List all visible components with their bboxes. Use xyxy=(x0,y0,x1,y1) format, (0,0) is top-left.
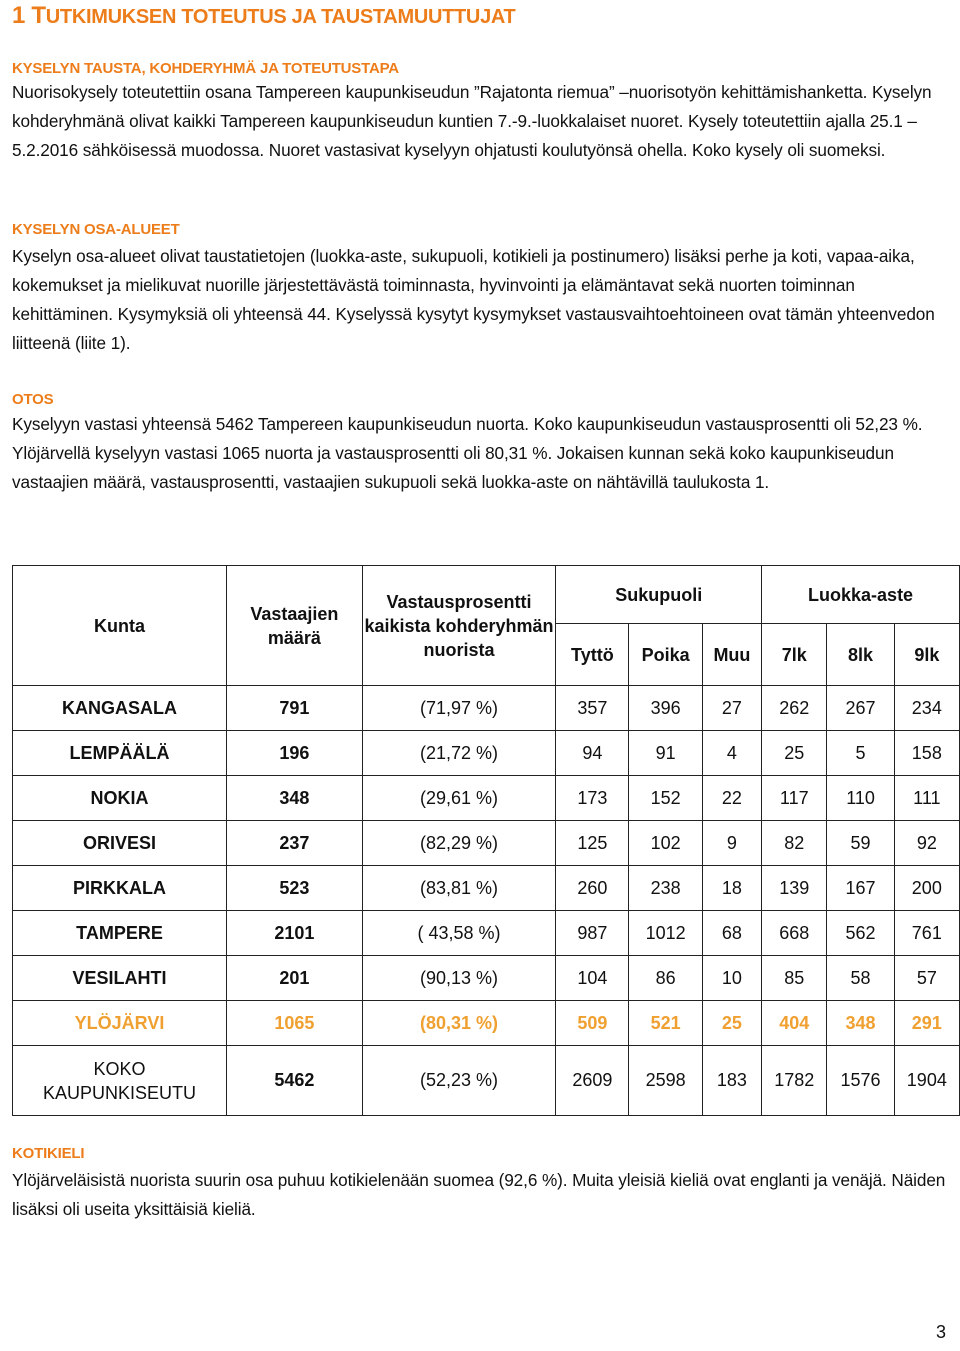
cell-tytto: 509 xyxy=(556,1001,629,1046)
cell-8lk: 5 xyxy=(827,731,894,776)
cell-tytto: 125 xyxy=(556,821,629,866)
cell-poika: 521 xyxy=(629,1001,702,1046)
section-text-tausta: Nuorisokysely toteutettiin osana Tampereen kaupunkiseudun ”Rajatonta riemua” –nuorisotyön kehittämishanketta. Kyselyn kohderyhmänä olivat kaikki Tampereen kaupunkiseudun kuntien 7.-9.-luokkalaiset nuoret. Kysely toteutettiin ajalla 25.1 – 5.2.2016 sähköisessä muodossa. Nuoret vastasivat kyselyyn ohjatusti koulutyönsä ohella. Koko kysely oli suomeksi. xyxy=(12,82,932,160)
section-heading-tausta: KYSELYN TAUSTA, KOHDERYHMÄ JA TOTEUTUSTAPA xyxy=(12,60,399,77)
header-tytto: Tyttö xyxy=(556,624,629,686)
cell-kunta: PIRKKALA xyxy=(13,866,227,911)
cell-muu: 9 xyxy=(702,821,761,866)
header-sukupuoli: Sukupuoli xyxy=(556,566,762,624)
cell-9lk: 291 xyxy=(894,1001,959,1046)
cell-tytto: 94 xyxy=(556,731,629,776)
cell-8lk: 58 xyxy=(827,956,894,1001)
cell-maara: 791 xyxy=(227,686,363,731)
cell-muu: 10 xyxy=(702,956,761,1001)
cell-prosentti: ( 43,58 %) xyxy=(362,911,556,956)
cell-tytto: 104 xyxy=(556,956,629,1001)
cell-7lk: 85 xyxy=(762,956,827,1001)
cell-8lk: 267 xyxy=(827,686,894,731)
page-number: 3 xyxy=(935,1322,946,1342)
cell-prosentti: (82,29 %) xyxy=(362,821,556,866)
cell-tytto: 260 xyxy=(556,866,629,911)
table-row xyxy=(13,776,960,821)
section-heading-kotikieli: KOTIKIELI xyxy=(12,1145,85,1162)
cell-9lk: 234 xyxy=(894,686,959,731)
cell-muu: 27 xyxy=(702,686,761,731)
header-prosentti: Vastausprosentti kaikista kohderyhmän nuorista xyxy=(362,566,556,686)
cell-7lk: 1782 xyxy=(762,1046,827,1116)
title-first: 1 T xyxy=(12,2,46,29)
cell-8lk: 1576 xyxy=(827,1046,894,1116)
section-text-osa-alueet: Kyselyn osa-alueet olivat taustatietojen (luokka-aste, sukupuoli, kotikieli ja postinumero) lisäksi perhe ja koti, vapaa-aika, kokemukset ja mielikuvat nuorille järjestettävästä toiminnasta, hyvinvointi ja elämäntavat sekä nuorten toiminnan kehittäminen. Kysymyksiä oli yhteensä 44. Kyselyssä kysytyt kysymykset vastausvaihtoehtoineen ovat tämän yhteenvedon liitteenä (liite 1). xyxy=(12,246,935,353)
cell-muu: 68 xyxy=(702,911,761,956)
cell-muu: 18 xyxy=(702,866,761,911)
cell-9lk: 111 xyxy=(894,776,959,821)
cell-tytto: 173 xyxy=(556,776,629,821)
header-9lk: 9lk xyxy=(894,624,959,686)
respondents-table xyxy=(12,565,960,1116)
cell-tytto: 357 xyxy=(556,686,629,731)
cell-poika: 86 xyxy=(629,956,702,1001)
cell-maara: 196 xyxy=(227,731,363,776)
section-text-otos: Kyselyyn vastasi yhteensä 5462 Tampereen kaupunkiseudun nuorta. Koko kaupunkiseudun vastausprosentti oli 52,23 %. Ylöjärvellä kyselyyn vastasi 1065 nuorta ja vastausprosentti oli 80,31 %. Jokaisen kunnan sekä koko kaupunkiseudun vastaajien määrä, vastausprosentti, vastaajien sukupuoli sekä luokka-aste on nähtävillä taulukosta 1. xyxy=(12,414,923,492)
cell-9lk: 761 xyxy=(894,911,959,956)
table-header-row xyxy=(13,566,960,624)
header-luokka: Luokka-aste xyxy=(762,566,960,624)
cell-prosentti: (80,31 %) xyxy=(362,1001,556,1046)
cell-8lk: 348 xyxy=(827,1001,894,1046)
table-row xyxy=(13,686,960,731)
cell-7lk: 668 xyxy=(762,911,827,956)
cell-prosentti: (52,23 %) xyxy=(362,1046,556,1116)
page-title xyxy=(12,2,515,30)
cell-8lk: 59 xyxy=(827,821,894,866)
cell-maara: 1065 xyxy=(227,1001,363,1046)
cell-8lk: 110 xyxy=(827,776,894,821)
cell-poika: 1012 xyxy=(629,911,702,956)
table-row xyxy=(13,866,960,911)
cell-poika: 2598 xyxy=(629,1046,702,1116)
cell-kunta: VESILAHTI xyxy=(13,956,227,1001)
cell-poika: 102 xyxy=(629,821,702,866)
cell-7lk: 117 xyxy=(762,776,827,821)
cell-prosentti: (29,61 %) xyxy=(362,776,556,821)
cell-prosentti: (90,13 %) xyxy=(362,956,556,1001)
cell-kunta: TAMPERE xyxy=(13,911,227,956)
header-8lk: 8lk xyxy=(827,624,894,686)
cell-kunta: KANGASALA xyxy=(13,686,227,731)
cell-maara: 523 xyxy=(227,866,363,911)
title-rest: UTKIMUKSEN TOTEUTUS JA TAUSTAMUUTTUJAT xyxy=(45,6,516,28)
header-poika: Poika xyxy=(629,624,702,686)
cell-9lk: 158 xyxy=(894,731,959,776)
cell-prosentti: (21,72 %) xyxy=(362,731,556,776)
header-7lk: 7lk xyxy=(762,624,827,686)
table-row xyxy=(13,956,960,1001)
cell-7lk: 139 xyxy=(762,866,827,911)
cell-muu: 4 xyxy=(702,731,761,776)
table-row xyxy=(13,731,960,776)
table-row xyxy=(13,821,960,866)
cell-7lk: 25 xyxy=(762,731,827,776)
cell-muu: 25 xyxy=(702,1001,761,1046)
cell-kunta: NOKIA xyxy=(13,776,227,821)
cell-prosentti: (83,81 %) xyxy=(362,866,556,911)
header-muu: Muu xyxy=(702,624,761,686)
cell-maara: 237 xyxy=(227,821,363,866)
table-row-highlighted xyxy=(13,1001,960,1046)
cell-9lk: 57 xyxy=(894,956,959,1001)
cell-muu: 183 xyxy=(702,1046,761,1116)
section-text-kotikieli: Ylöjärveläisistä nuorista suurin osa puhuu kotikielenään suomea (92,6 %). Muita yleisiä kieliä ovat englanti ja venäjä. Näiden lisäksi oli useita yksittäisiä kieliä. xyxy=(12,1170,946,1219)
cell-tytto: 2609 xyxy=(556,1046,629,1116)
cell-prosentti: (71,97 %) xyxy=(362,686,556,731)
cell-poika: 396 xyxy=(629,686,702,731)
cell-kunta: LEMPÄÄLÄ xyxy=(13,731,227,776)
table-row-total xyxy=(13,1046,960,1116)
cell-7lk: 82 xyxy=(762,821,827,866)
table-row xyxy=(13,911,960,956)
section-heading-osa-alueet: KYSELYN OSA-ALUEET xyxy=(12,221,180,238)
cell-kunta: YLÖJÄRVI xyxy=(13,1001,227,1046)
cell-8lk: 562 xyxy=(827,911,894,956)
cell-maara: 348 xyxy=(227,776,363,821)
cell-poika: 152 xyxy=(629,776,702,821)
cell-kunta: ORIVESI xyxy=(13,821,227,866)
cell-muu: 22 xyxy=(702,776,761,821)
header-kunta: Kunta xyxy=(13,566,227,686)
cell-tytto: 987 xyxy=(556,911,629,956)
cell-maara: 5462 xyxy=(227,1046,363,1116)
cell-7lk: 262 xyxy=(762,686,827,731)
cell-9lk: 92 xyxy=(894,821,959,866)
cell-kunta: KOKO KAUPUNKISEUTU xyxy=(13,1046,227,1116)
cell-8lk: 167 xyxy=(827,866,894,911)
header-vastaajat: Vastaajien määrä xyxy=(227,566,363,686)
cell-7lk: 404 xyxy=(762,1001,827,1046)
cell-maara: 2101 xyxy=(227,911,363,956)
section-heading-otos: OTOS xyxy=(12,391,54,408)
cell-poika: 238 xyxy=(629,866,702,911)
cell-maara: 201 xyxy=(227,956,363,1001)
cell-9lk: 200 xyxy=(894,866,959,911)
cell-poika: 91 xyxy=(629,731,702,776)
cell-9lk: 1904 xyxy=(894,1046,959,1116)
